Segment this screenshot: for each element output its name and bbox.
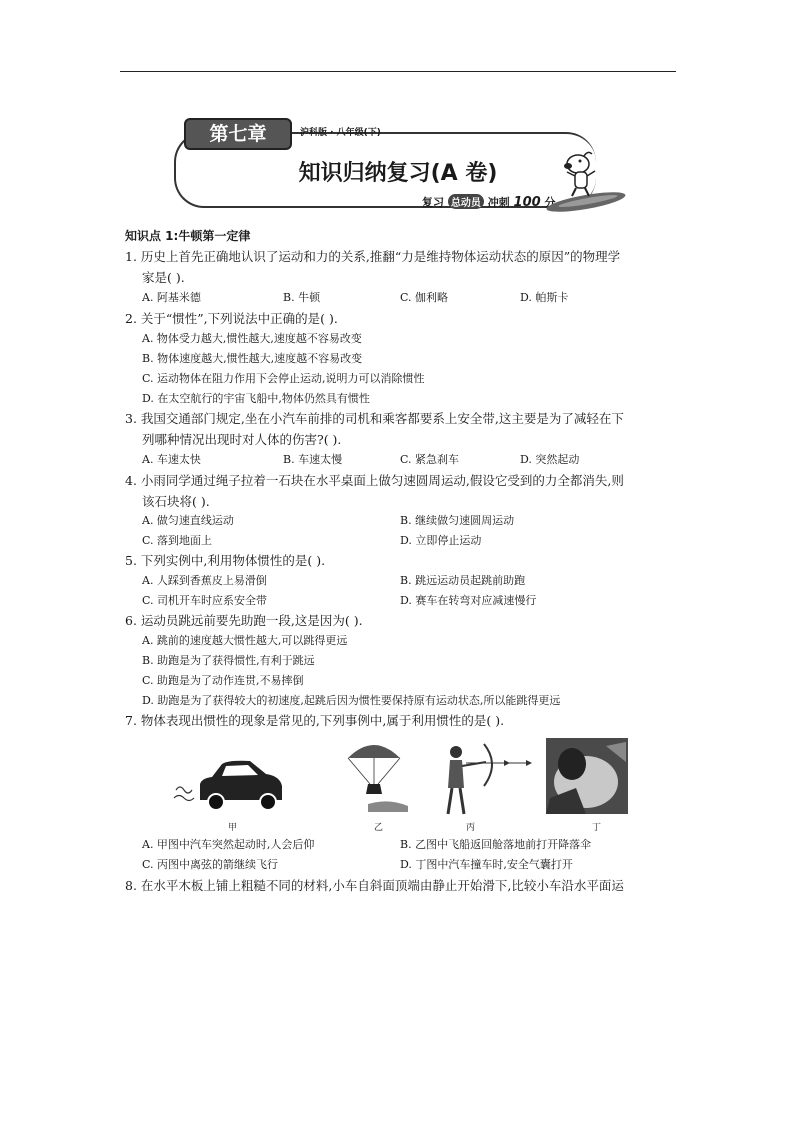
slogan-end: 分 (544, 196, 556, 209)
slogan-right: 冲刺 (487, 196, 510, 209)
q4-option-d: D. 立即停止运动 (400, 534, 482, 547)
slogan (422, 194, 556, 210)
q4-option-a: A. 做匀速直线运动 (142, 514, 234, 527)
q7-stem: 7. 物体表现出惯性的现象是常见的,下列事例中,属于利用惯性的是( ). (125, 713, 505, 728)
q1-option-b: B. 牛顿 (283, 291, 321, 304)
car-illustration (170, 750, 290, 816)
top-rule (120, 71, 676, 72)
q8-stem: 8. 在水平木板上铺上粗糙不同的材料,小车自斜面顶端由静止开始滑下,比较小车沿水平面运 (125, 878, 624, 893)
slogan-badge: 总动员 (448, 194, 484, 209)
q4-option-c: C. 落到地面上 (142, 534, 213, 547)
q7-option-c: C. 丙图中离弦的箭继续飞行 (142, 858, 279, 871)
q3-stem-line1: 3. 我国交通部门规定,坐在小汽车前排的司机和乘客都要系上安全带,这主要是为了减轻在下 (125, 411, 624, 426)
q5-stem: 5. 下列实例中,利用物体惯性的是( ). (125, 553, 326, 568)
q2-option-c: C. 运动物体在阻力作用下会停止运动,说明力可以消除惯性 (142, 372, 425, 385)
figure-label-yi: 乙 (374, 823, 384, 833)
q6-stem: 6. 运动员跳远前要先助跑一段,这是因为( ). (125, 613, 363, 628)
q1-stem-line1: 1. 历史上首先正确地认识了运动和力的关系,推翻“力是维持物体运动状态的原因”的物理学 (125, 249, 621, 264)
q5-option-d: D. 赛车在转弯对应减速慢行 (400, 594, 537, 607)
airbag-illustration (546, 738, 628, 814)
q6-option-b: B. 助跑是为了获得惯性,有利于跳远 (142, 654, 315, 667)
figure-label-jia: 甲 (228, 823, 238, 833)
chapter-banner (160, 118, 622, 214)
archer-illustration (442, 738, 532, 818)
q4-stem-line2: 该石块将( ). (142, 494, 210, 509)
figure-label-bing: 丙 (466, 823, 476, 833)
slogan-left: 复习 (422, 196, 444, 209)
q7-option-a: A. 甲图中汽车突然起动时,人会后仰 (142, 838, 315, 851)
q3-option-d: D. 突然起动 (520, 453, 580, 466)
q2-option-a: A. 物体受力越大,惯性越大,速度越不容易改变 (142, 332, 362, 345)
q2-stem: 2. 关于“惯性”,下列说法中正确的是( ). (125, 311, 338, 326)
surfing-mascot-icon (538, 148, 630, 214)
q5-option-a: A. 人踩到香蕉皮上易滑倒 (142, 574, 267, 587)
q1-option-d: D. 帕斯卡 (520, 291, 569, 304)
section-heading: 知识点 1:牛顿第一定律 (125, 229, 251, 243)
q2-option-b: B. 物体速度越大,惯性越大,速度越不容易改变 (142, 352, 363, 365)
q6-option-d: D. 助跑是为了获得较大的初速度,起跳后因为惯性要保持原有运动状态,所以能跳得更远 (142, 694, 561, 707)
parachute-capsule-illustration (338, 738, 410, 812)
q1-option-c: C. 伽利略 (400, 291, 449, 304)
q5-option-b: B. 跳远运动员起跳前助跑 (400, 574, 526, 587)
q7-option-d: D. 丁图中汽车撞车时,安全气囊打开 (400, 858, 573, 871)
q3-option-a: A. 车速太快 (142, 453, 201, 466)
edition-label: 沪科版 · 八年级(下) (300, 128, 381, 138)
q6-option-c: C. 助跑是为了动作连贯,不易摔倒 (142, 674, 304, 687)
slogan-number: 100 (513, 195, 541, 210)
q7-option-b: B. 乙图中飞船返回舱落地前打开降落伞 (400, 838, 592, 851)
page-title: 知识归纳复习(A 卷) (298, 161, 498, 186)
q2-option-d: D. 在太空航行的宇宙飞船中,物体仍然具有惯性 (142, 392, 370, 405)
q4-option-b: B. 继续做匀速圆周运动 (400, 514, 515, 527)
q5-option-c: C. 司机开车时应系安全带 (142, 594, 268, 607)
figure-label-ding: 丁 (592, 823, 602, 833)
q1-option-a: A. 阿基米德 (142, 291, 201, 304)
chapter-tab: 第七章 (184, 118, 292, 150)
q4-stem-line1: 4. 小雨同学通过绳子拉着一石块在水平桌面上做匀速圆周运动,假设它受到的力全都消失,则 (125, 473, 624, 488)
q3-stem-line2: 列哪种情况出现时对人体的伤害?( ). (142, 432, 342, 447)
q6-option-a: A. 跳前的速度越大惯性越大,可以跳得更远 (142, 634, 348, 647)
q7-figures (170, 738, 630, 820)
q3-option-c: C. 紧急刹车 (400, 453, 460, 466)
q3-option-b: B. 车速太慢 (283, 453, 343, 466)
q1-stem-line2: 家是( ). (142, 270, 185, 285)
